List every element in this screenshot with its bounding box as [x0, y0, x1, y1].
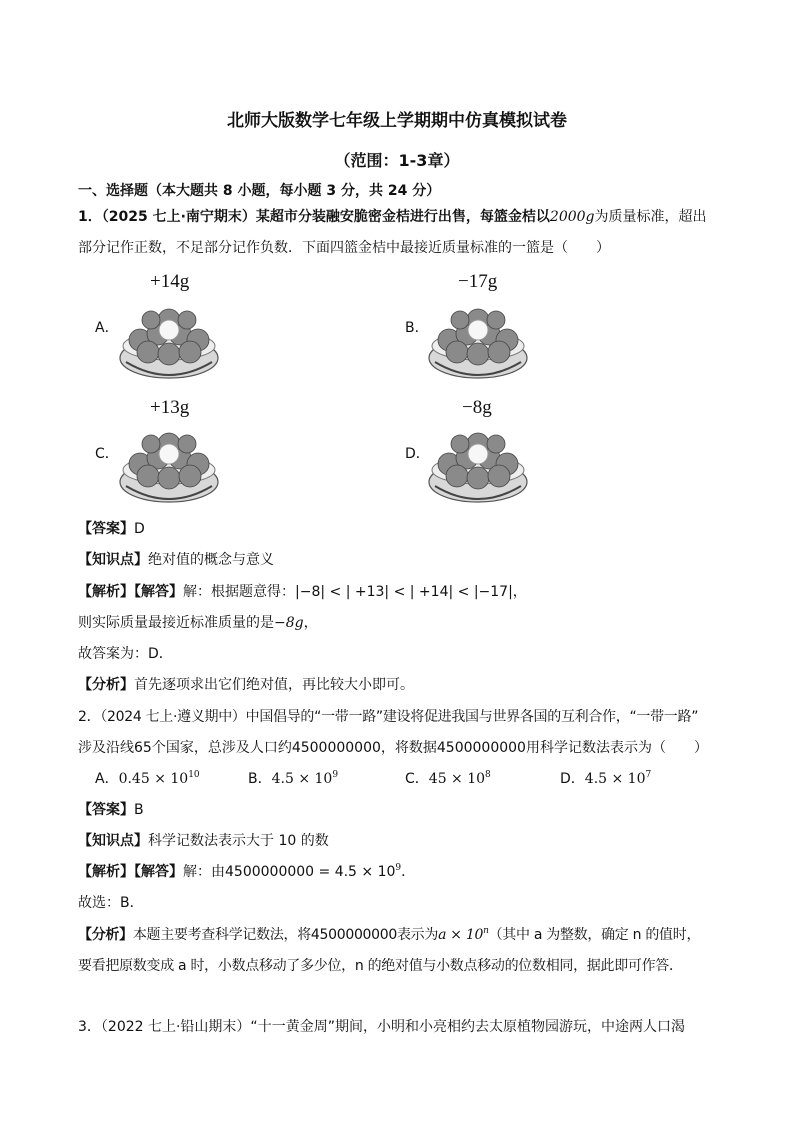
- q1-option-c-basket-image: [118, 420, 220, 506]
- q2-option-c: [405, 769, 491, 789]
- option-label: A．: [95, 771, 119, 787]
- comment-text: 本题主要考查科学记数法，将4500000000表示为: [132, 927, 439, 943]
- option-base: 45 × 10: [428, 771, 486, 787]
- comment-tail: （其中 a 为整数，确定 n 的值时，: [488, 927, 701, 943]
- analysis-tag: 【解析】【解答】: [78, 864, 183, 880]
- q1-stem-text: 1．（2025 七上·南宁期末）某超市分装融安脆密金桔进行出售，每篮金桔以: [78, 209, 550, 225]
- section-heading: 一、选择题（本大题共 8 小题，每小题 3 分，共 24 分）: [78, 183, 441, 199]
- q1-option-c-weight: +13g: [150, 397, 190, 418]
- option-exponent: 8: [485, 770, 491, 780]
- option-base: 0.45 × 10: [118, 771, 189, 787]
- q1-answer: [78, 519, 145, 539]
- comment-tag: 【分析】: [78, 927, 133, 943]
- q1-option-a-weight: +14g: [150, 271, 190, 292]
- q2-comment-line2: 要看把原数变成 a 时，小数点移动了多少位，n 的绝对值与小数点移动的位数相同，据此即可作答．: [78, 958, 683, 974]
- knowledge-tag: 【知识点】: [78, 833, 148, 849]
- answer-value: B: [134, 802, 144, 818]
- q1-option-c-label: C．: [95, 446, 119, 462]
- option-label: C．: [405, 771, 429, 787]
- q1-stem-line1: [78, 207, 707, 227]
- answer-tag: 【答案】: [78, 802, 134, 818]
- q1-option-d-basket-image: [427, 420, 529, 506]
- q2-option-d: [560, 769, 651, 789]
- comment-tag: 【分析】: [78, 677, 134, 693]
- option-exponent: 9: [332, 770, 339, 780]
- q1-option-b-weight: −17g: [458, 271, 498, 292]
- q2-analysis: [78, 862, 415, 882]
- option-label: D．: [560, 771, 585, 787]
- q2-stem-line2: 涉及沿线65个国家，总涉及人口约4500000000，将数据4500000000用科学记数法表示为（ ）: [78, 740, 708, 756]
- q1-comment: [78, 675, 414, 695]
- analysis-text: 解：由4500000000 = 4.5 × 10: [183, 864, 396, 880]
- analysis-punct: ．: [401, 864, 416, 880]
- q1-option-a-basket-image: [118, 296, 220, 382]
- option-base: 4.5 × 10: [271, 771, 333, 787]
- option-exponent: 7: [645, 770, 652, 780]
- analysis-punct: ，: [303, 615, 318, 631]
- analysis-math: −8g: [274, 615, 304, 631]
- q2-answer: [78, 800, 144, 820]
- q1-option-a-label: A．: [95, 320, 119, 336]
- knowledge-tag: 【知识点】: [78, 552, 148, 568]
- q1-stem-line2: 部分记作正数，不足部分记作负数．下面四篮金桔中最接近质量标准的一篮是（ ）: [78, 240, 610, 256]
- knowledge-text: 绝对值的概念与意义: [148, 552, 274, 568]
- analysis-tag: 【解析】【解答】: [78, 584, 183, 600]
- option-label: B．: [248, 771, 272, 787]
- q1-analysis-line2: [78, 613, 318, 633]
- q1-knowledge: [78, 550, 274, 570]
- comment-text: 首先逐项求出它们绝对值，再比较大小即可。: [134, 677, 414, 693]
- q1-option-d-weight: −8g: [462, 397, 492, 418]
- comment-math: a × 10: [438, 927, 484, 943]
- answer-tag: 【答案】: [78, 521, 134, 537]
- q1-standard-weight: 2000g: [549, 209, 595, 225]
- option-exponent: 10: [188, 770, 200, 780]
- q2-option-a: [95, 769, 200, 789]
- q2-option-b: [248, 769, 338, 789]
- q1-analysis-line3: 故答案为：D．: [78, 646, 173, 662]
- page-subtitle: （范围：1-3章）: [334, 151, 460, 170]
- q1-option-b-label: B．: [405, 320, 429, 336]
- answer-value: D: [134, 521, 145, 537]
- analysis-exponent: 9: [395, 863, 402, 873]
- page-title: 北师大版数学七年级上学期期中仿真模拟试卷: [227, 111, 567, 131]
- q1-option-b-basket-image: [427, 296, 529, 382]
- q2-stem-line1: 2．（2024 七上·遵义期中）中国倡导的“一带一路”建设将促进我国与世界各国的互利合作，“一带一路”: [78, 709, 699, 725]
- q2-comment: [78, 925, 700, 945]
- q2-knowledge: [78, 831, 329, 851]
- option-base: 4.5 × 10: [584, 771, 646, 787]
- q2-analysis-line3: 故选：B．: [78, 895, 144, 911]
- analysis-text: 解：根据题意得：|−8| < | +13| < | +14| < |−17|，: [183, 584, 527, 600]
- analysis-text: 则实际质量最接近标准质量的是: [78, 615, 274, 631]
- q1-option-d-label: D．: [405, 446, 430, 462]
- comment-exponent: n: [483, 926, 489, 936]
- q1-stem-tail: 为质量标准，超出: [594, 209, 707, 225]
- q1-analysis: [78, 582, 527, 602]
- q3-stem-line1: 3．（2022 七上·铅山期末）“十一黄金周”期间，小明和小亮相约去太原植物园游玩，中途两人口渴: [78, 1019, 685, 1035]
- knowledge-text: 科学记数法表示大于 10 的数: [148, 833, 329, 849]
